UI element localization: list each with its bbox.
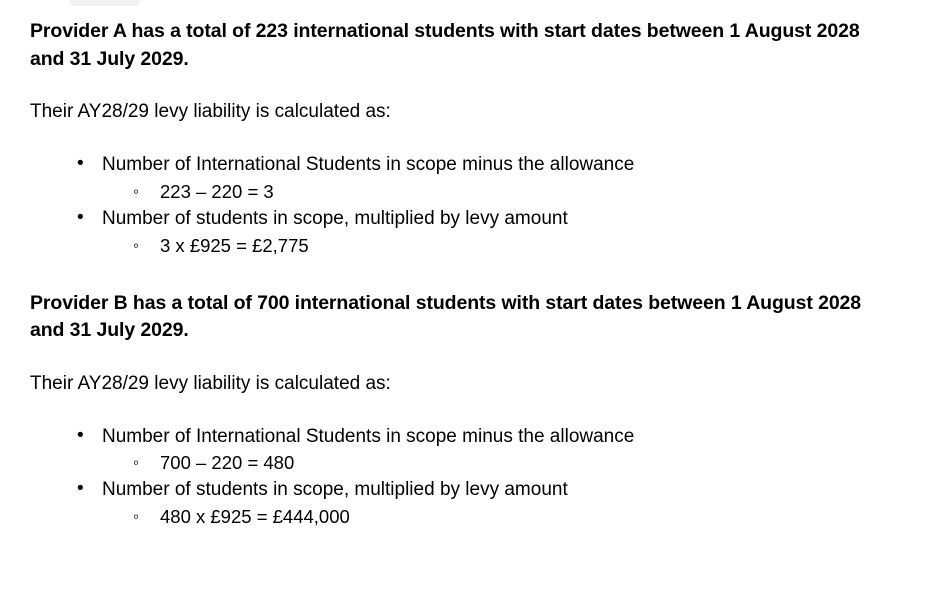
list-item: • Number of students in scope, multiplied by levy amount	[30, 477, 898, 504]
list-item: ◦ 480 x £925 = £444,000	[30, 504, 898, 531]
section-provider-a	[30, 18, 898, 260]
list-item: ◦ 223 – 220 = 3	[30, 179, 898, 206]
calculation-list	[30, 152, 898, 260]
section-heading: Provider B has a total of 700 international students with start dates between 1 August 2028 and 31 July 2029.	[30, 291, 862, 342]
spacer	[30, 126, 898, 152]
spacer	[30, 73, 898, 99]
section-intro: Their AY28/29 levy liability is calculated as:	[30, 101, 391, 123]
list-item: ◦ 3 x £925 = £2,775	[30, 233, 898, 260]
list-item: • Number of International Students in scope minus the allowance	[30, 152, 898, 179]
page-top-stub	[70, 0, 140, 6]
spacer	[30, 345, 898, 371]
section-heading: Provider A has a total of 223 international students with start dates between 1 August 2028 and 31 July 2029.	[30, 20, 860, 70]
list-item: ◦ 700 – 220 = 480	[30, 450, 898, 477]
section-provider-b	[30, 290, 898, 532]
calculation-list	[30, 424, 898, 532]
list-item: • Number of students in scope, multiplied by levy amount	[30, 206, 898, 233]
spacer	[30, 260, 898, 290]
section-intro: Their AY28/29 levy liability is calculated as:	[30, 372, 391, 394]
list-item: • Number of International Students in scope minus the allowance	[30, 424, 898, 451]
spacer	[30, 398, 898, 424]
